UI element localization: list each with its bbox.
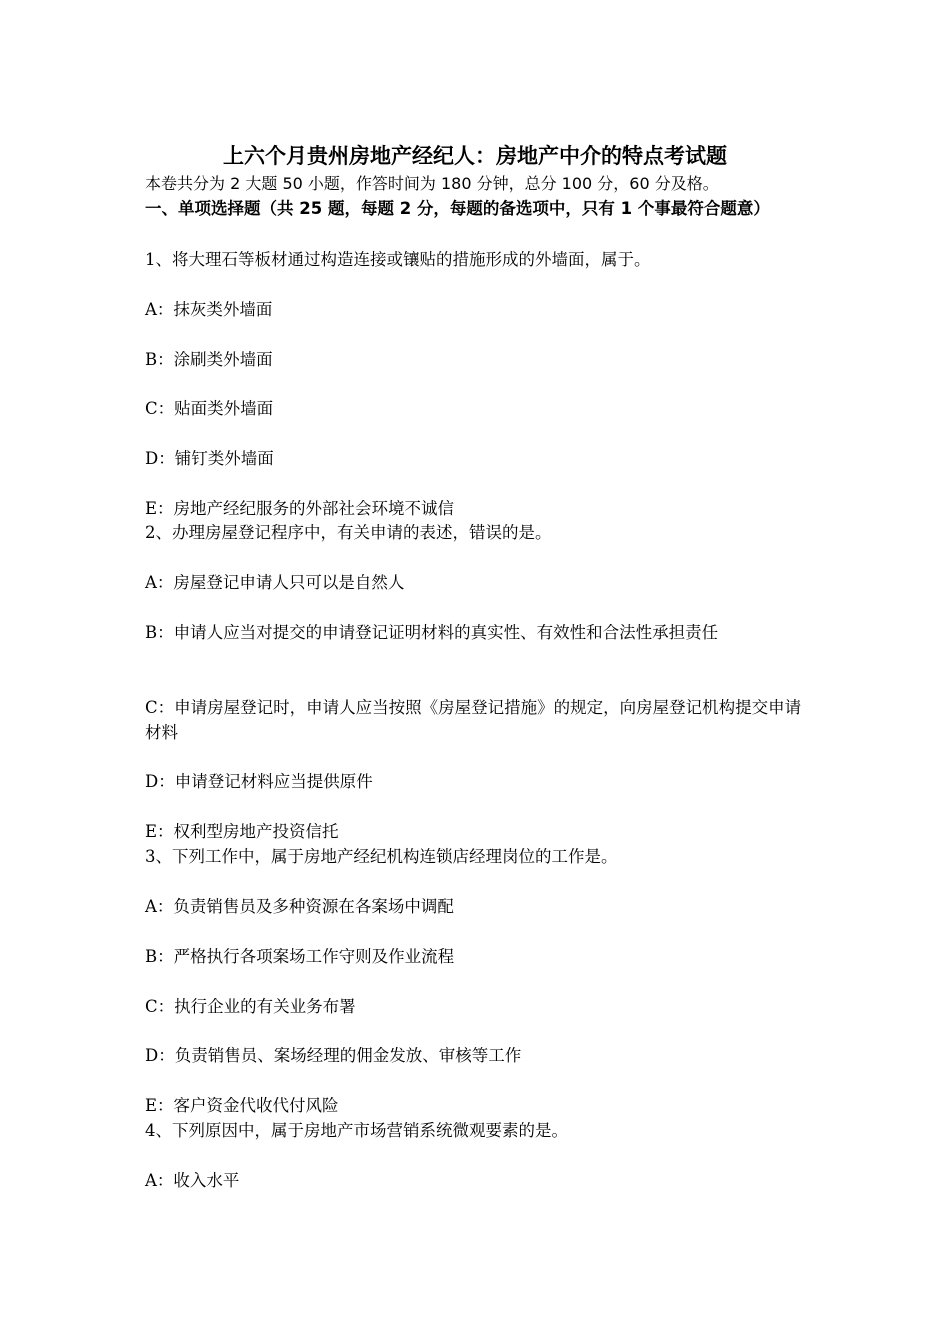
question-2-option-d: D：申请登记材料应当提供原件 (145, 772, 373, 791)
section-heading: 一、单项选择题（共 25 题，每题 2 分，每题的备选项中，只有 1 个事最符合题意） (145, 199, 770, 218)
question-1-option-b: B：涂刷类外墙面 (145, 350, 273, 369)
question-3-stem: 3、下列工作中，属于房地产经纪机构连锁店经理岗位的工作是。 (145, 847, 618, 866)
question-2-option-a: A：房屋登记申请人只可以是自然人 (145, 573, 405, 592)
question-3-option-e: E：客户资金代收代付风险 (145, 1096, 339, 1115)
question-3-option-c: C：执行企业的有关业务布署 (145, 997, 356, 1016)
question-3-option-d: D：负责销售员、案场经理的佣金发放、审核等工作 (145, 1046, 522, 1065)
question-1-option-a: A：抹灰类外墙面 (145, 300, 273, 319)
question-1-option-d: D：铺钉类外墙面 (145, 449, 274, 468)
question-1-option-e: E：房地产经纪服务的外部社会环境不诚信 (145, 499, 455, 518)
question-2-option-c: C：申请房屋登记时，申请人应当按照《房屋登记措施》的规定，向房屋登记机构提交申请材料 (145, 698, 802, 742)
question-3-option-a: A：负责销售员及多种资源在各案场中调配 (145, 897, 454, 916)
document-title: 上六个月贵州房地产经纪人：房地产中介的特点考试题 (223, 144, 727, 168)
question-4-option-a: A：收入水平 (145, 1171, 240, 1190)
question-4-stem: 4、下列原因中，属于房地产市场营销系统微观要素的是。 (145, 1121, 568, 1140)
question-3-option-b: B：严格执行各项案场工作守则及作业流程 (145, 947, 455, 966)
question-2-option-b: B：申请人应当对提交的申请登记证明材料的真实性、有效性和合法性承担责任 (145, 623, 719, 642)
question-2-stem: 2、办理房屋登记程序中，有关申请的表述，错误的是。 (145, 523, 552, 542)
question-1-stem: 1、将大理石等板材通过构造连接或镶贴的措施形成的外墙面，属于。 (145, 250, 651, 269)
question-1-option-c: C：贴面类外墙面 (145, 399, 274, 418)
question-2-option-e: E：权利型房地产投资信托 (145, 822, 339, 841)
exam-intro: 本卷共分为 2 大题 50 小题，作答时间为 180 分钟，总分 100 分，60 分及格。 (145, 174, 719, 193)
